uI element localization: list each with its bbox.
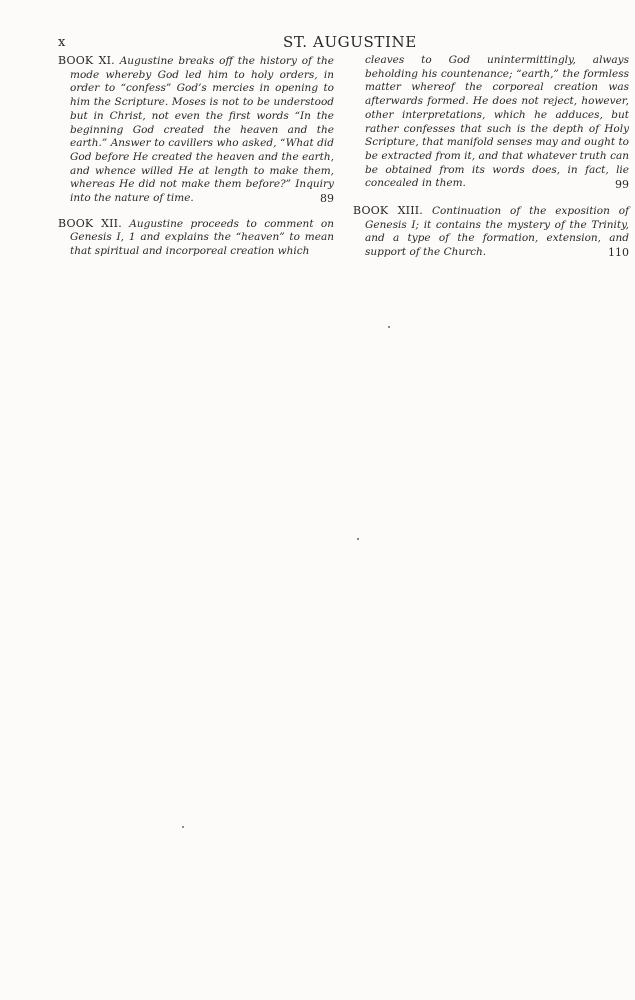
contents-entry-book-13 <box>353 204 629 259</box>
running-title: ST. AUGUSTINE <box>283 33 417 51</box>
page-reference: 89 <box>320 191 334 205</box>
contents-entry-book-12 <box>58 217 334 259</box>
right-column <box>353 54 629 271</box>
contents-entry-book-12-continued <box>353 54 629 191</box>
book-label: BOOK XII. <box>58 216 122 230</box>
book-label: BOOK XI. <box>58 54 115 67</box>
book-label: BOOK XIII. <box>353 204 423 218</box>
book-summary: Augustine proceeds to comment on Genesis I, 1 and explains the “heaven” to mean that spiritual and incorporeal creation which <box>70 217 335 258</box>
left-column <box>58 54 334 271</box>
page-header <box>58 33 578 51</box>
paper-speck <box>357 538 359 540</box>
book-summary: Continuation of the exposition of Genesis I; it contains the mystery of the Trinity, and a type of the formation, extension, and support of the Church. <box>365 205 629 259</box>
page-reference: 110 <box>608 245 629 259</box>
page-reference: 99 <box>615 178 629 192</box>
paper-speck <box>388 326 390 328</box>
contents-entry-book-11 <box>58 54 334 205</box>
paper-speck <box>182 826 184 828</box>
page-number: x <box>58 35 66 50</box>
book-summary: Augustine breaks off the history of the mode whereby God led him to holy orders, in order to “confess” God’s mercies in opening to him the Scripture. Moses is not to be understood but in Christ, not even the first words “In the beginning God created the heaven and the earth.” Answer to cavillers who asked, “What did God before He created the heaven and the earth, and whence willed He at length to make them, whereas He did not make them before?” Inquiry into the nature of time. <box>70 55 335 205</box>
book-summary-continued: cleaves to God unintermittingly, always beholding his countenance; “earth,” the formless matter whereof the corporeal creation was afterwards formed. He does not reject, however, other interpretations, which he adduces, but rather confesses that such is the depth of Holy Scripture, that manifold senses may and ought to be extracted from it, and that whatever truth can be obtained from its words does, in fact, lie concealed in them. <box>365 54 629 190</box>
